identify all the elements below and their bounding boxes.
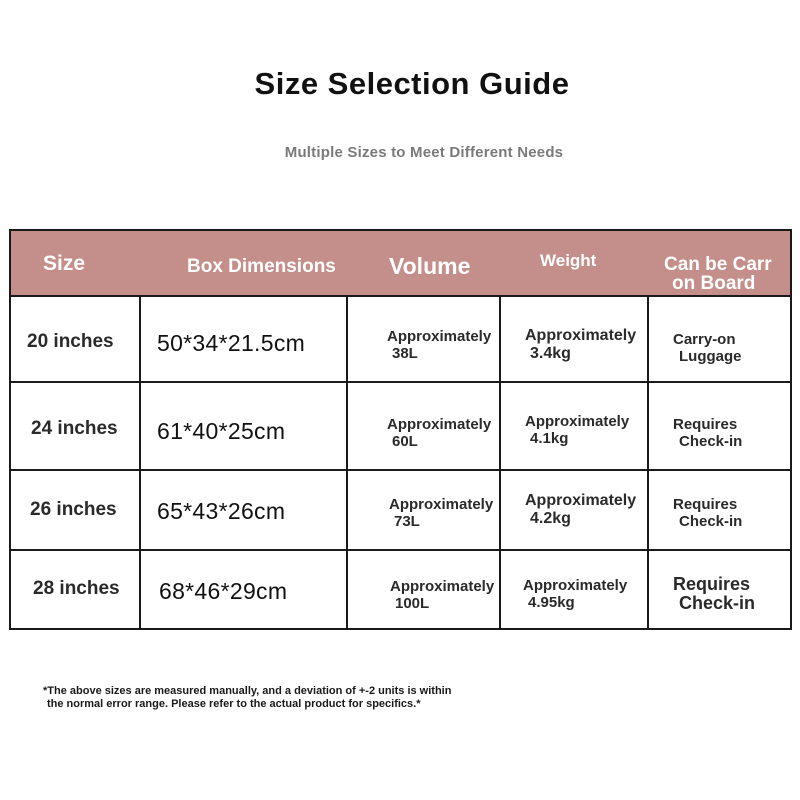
page-title: Size Selection Guide [254,66,570,101]
weight-cell [525,492,636,528]
dimensions-cell: 50*34*21.5cm [157,330,306,356]
header-carry-line2: on Board [672,273,756,294]
weight-cell [525,327,636,363]
volume-line2: 60L [392,433,418,450]
header-carry-line1: Can be Carr [664,254,772,275]
carry-on-cell [673,496,742,530]
carry-line2: Check-in [679,593,756,613]
volume-cell [387,328,491,362]
volume-line1: Approximately [387,416,492,433]
size-cell: 24 inches [31,418,118,439]
weight-line2: 4.95kg [528,594,575,611]
volume-cell [390,578,494,612]
carry-line2: Check-in [679,433,743,450]
size-cell: 20 inches [27,331,114,352]
volume-line2: 100L [395,595,430,612]
carry-line2: Luggage [679,348,742,365]
header-volume: Volume [389,253,471,279]
footnote [43,685,451,711]
volume-line1: Approximately [387,328,492,345]
volume-line1: Approximately [390,578,495,595]
size-cell: 26 inches [30,499,117,520]
carry-on-cell [673,331,742,365]
weight-line1: Approximately [525,492,637,509]
volume-line1: Approximately [389,496,494,513]
footnote-line2: the normal error range. Please refer to the actual product for specifics.* [47,698,421,710]
volume-line2: 73L [394,513,420,530]
carry-line2: Check-in [679,513,743,530]
carry-on-cell [673,575,755,613]
carry-line1: Carry-on [673,331,736,348]
weight-line2: 4.2kg [530,510,571,527]
weight-line1: Approximately [525,413,630,430]
weight-line1: Approximately [523,577,628,594]
footnote-line1: *The above sizes are measured manually, and a deviation of +-2 units is within [43,685,452,697]
carry-line1: Requires [673,574,751,594]
carry-line1: Requires [673,416,738,433]
weight-cell [523,577,627,611]
weight-line2: 4.1kg [530,430,569,447]
table-row [11,297,790,381]
page-subtitle: Multiple Sizes to Meet Different Needs [284,144,564,161]
size-table [9,229,792,630]
size-cell: 28 inches [33,578,120,599]
dimensions-cell: 61*40*25cm [157,418,286,444]
weight-line1: Approximately [525,327,637,344]
weight-line2: 3.4kg [530,345,571,362]
dimensions-cell: 65*43*26cm [157,498,286,524]
table-row [11,383,790,469]
header-weight: Weight [540,251,597,270]
carry-on-cell [673,416,742,450]
table-row [11,471,790,549]
volume-cell [387,416,491,450]
header-box-dimensions: Box Dimensions [187,256,336,277]
carry-line1: Requires [673,496,738,513]
dimensions-cell: 68*46*29cm [159,578,288,604]
header-carry-on [664,255,772,293]
table-header [11,231,790,297]
volume-line2: 38L [392,345,418,362]
weight-cell [525,413,629,447]
table-row [11,551,790,630]
volume-cell [389,496,493,530]
header-size: Size [43,252,86,275]
